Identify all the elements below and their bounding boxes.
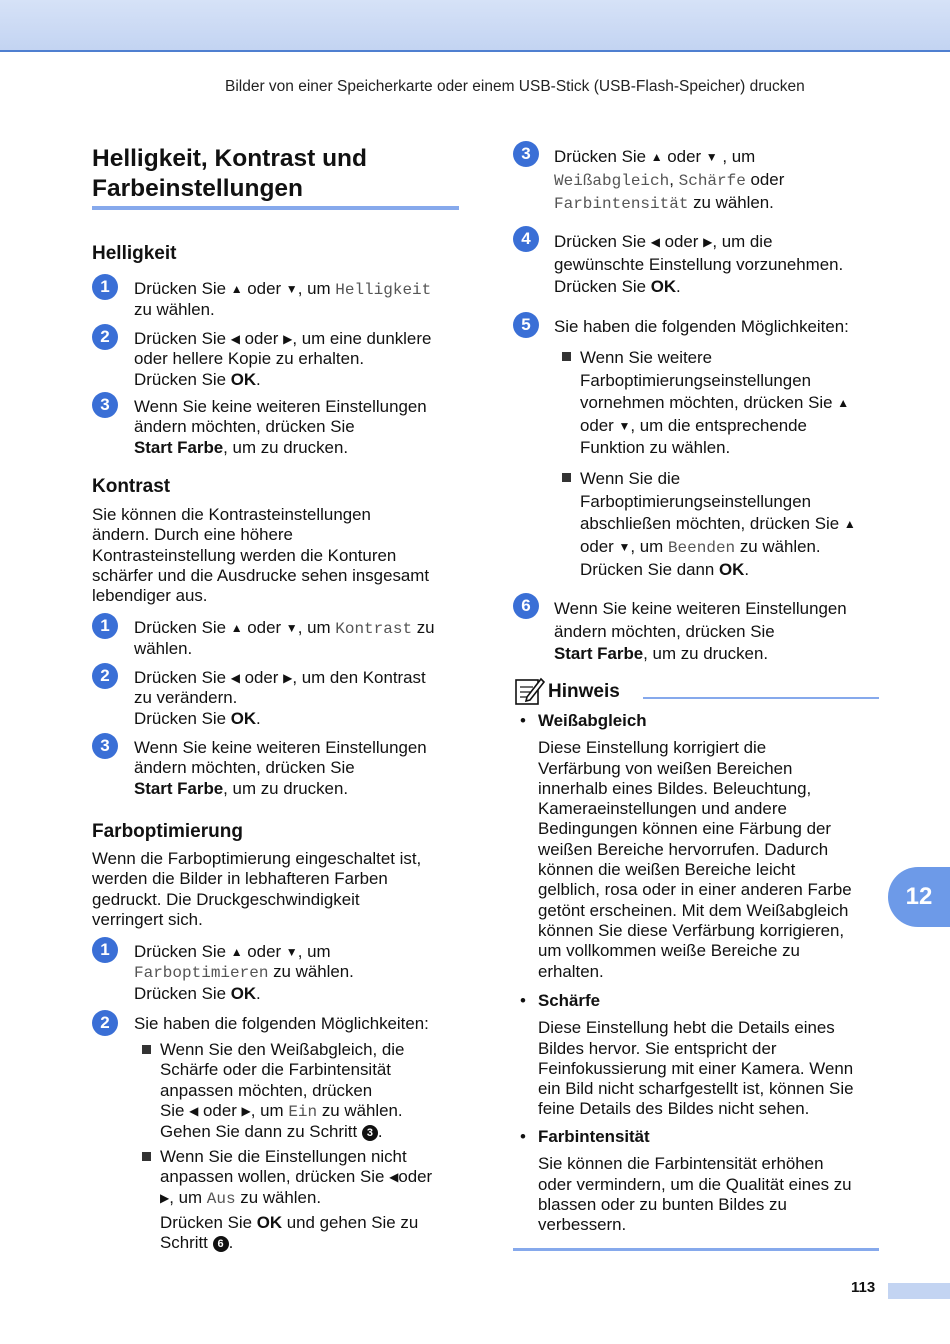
left-arrow-icon: ◀: [189, 1103, 199, 1118]
step-text: Wenn Sie keine weiteren Einstellungen ändern möchten, drücken Sie Start Farbe, um zu drucken.: [134, 397, 427, 457]
header-band: [0, 0, 950, 52]
step-number: 2: [92, 663, 118, 689]
step-number: 2: [92, 1010, 118, 1036]
bullet-square-icon: [562, 352, 571, 361]
bullet-square-icon: [562, 473, 571, 482]
bullet-square-icon: [142, 1152, 151, 1161]
step-number: 4: [513, 226, 539, 252]
right-arrow-icon: ▶: [160, 1190, 170, 1205]
step-number: 1: [92, 937, 118, 963]
left-arrow-icon: ◀: [650, 235, 660, 249]
running-header: Bilder von einer Speicherkarte oder einem USB-Stick (USB-Flash-Speicher) drucken: [225, 78, 805, 95]
step-text: Wenn Sie keine weiteren Einstellungen ändern möchten, drücken Sie Start Farbe, um zu drucken.: [554, 599, 847, 663]
step-number: 3: [513, 141, 539, 167]
down-arrow-icon: ▼: [285, 282, 298, 296]
bullet-text: Wenn Sie die Einstellungen nicht anpassen wollen, drücken Sie ◀oder ▶, um Aus zu wählen. Drücken Sie OK und gehen Sie zu Schritt 6 .: [160, 1147, 433, 1253]
right-arrow-icon: ▶: [703, 235, 713, 249]
up-arrow-icon: ▲: [650, 150, 663, 164]
bullet-dot: •: [520, 991, 526, 1010]
step-number: 6: [513, 593, 539, 619]
step-text: Drücken Sie ▲ oder ▼ , um Weißabgleich, Schärfe oder Farbintensität zu wählen.: [554, 147, 785, 213]
step-text: Sie haben die folgenden Möglichkeiten:: [554, 317, 849, 336]
bullet-text: Wenn Sie weitere Farboptimierungseinstellungen vornehmen möchten, drücken Sie ▲ oder ▼, um die entsprechende Funktion zu wählen.: [580, 348, 850, 457]
up-arrow-icon: ▲: [837, 396, 850, 410]
step-number: 3: [92, 733, 118, 759]
chapter-tab: 12: [888, 867, 950, 927]
title-rule: [92, 206, 459, 210]
bullet-square-icon: [142, 1045, 151, 1054]
step-text: Drücken Sie ▲ oder ▼, um Helligkeit zu wählen.: [134, 279, 432, 320]
step-number: 5: [513, 312, 539, 338]
step-ref-6: 6: [213, 1236, 229, 1252]
step-number: 3: [92, 392, 118, 418]
up-arrow-icon: ▲: [230, 621, 243, 635]
heading-helligkeit: Helligkeit: [92, 243, 177, 264]
up-arrow-icon: ▲: [843, 517, 856, 531]
hinweis-item: Schärfe Diese Einstellung hebt die Details eines Bildes hervor. Sie entspricht der Feinfokussierung mit einer Kamera. Wenn ein Bild nicht scharfgestellt ist, können Sie feine Details des Bildes nicht sehen.: [538, 991, 854, 1119]
step-text: Drücken Sie ◀ oder ▶, um eine dunklere oder hellere Kopie zu erhalten. Drücken Sie OK.: [134, 329, 432, 389]
step-text: Drücken Sie ◀ oder ▶, um den Kontrast zu verändern. Drücken Sie OK.: [134, 668, 426, 728]
heading-farboptimierung: Farboptimierung: [92, 821, 243, 842]
hinweis-item: Farbintensität Sie können die Farbintensität erhöhen oder vermindern, um die Qualität eines zu blassen oder zu bunten Bildes zu verbessern.: [538, 1127, 852, 1235]
hinweis-item: Weißabgleich Diese Einstellung korrigiert die Verfärbung von weißen Bereichen innerhalb eines Bildes. Beleuchtung, Kameraeinstellungen und andere Bedingungen können eine Färbung der weißen Bereiche hervorrufen. Dadurch können die weißen Bereiche leicht gelblich, rosa oder in einer anderen Farbe getönt erscheinen. Mit dem Weißabgleich können Sie diese Verfärbung korrigieren, um vollkommen weiße Bereiche zu erhalten.: [538, 711, 852, 981]
left-arrow-icon: ◀: [389, 1170, 399, 1185]
page-number: 113: [851, 1279, 876, 1296]
bullet-text: Wenn Sie den Weißabgleich, die Schärfe oder die Farbintensität anpassen möchten, drücken Sie ◀ oder ▶, um Ein zu wählen. Gehen Sie dann zu Schritt 3 .: [160, 1040, 405, 1142]
page-number-bar: [888, 1283, 950, 1299]
step-number: 1: [92, 613, 118, 639]
down-arrow-icon: ▼: [618, 539, 631, 554]
right-arrow-icon: ▶: [241, 1103, 251, 1118]
farboptimierung-intro: Wenn die Farboptimierung eingeschaltet ist, werden die Bilder in lebhafteren Farben gedruckt. Die Druckgeschwindigkeit verringert sich.: [92, 849, 422, 929]
left-arrow-icon: ◀: [230, 332, 240, 346]
up-arrow-icon: ▲: [230, 282, 243, 296]
kontrast-intro: Sie können die Kontrasteinstellungen ändern. Durch eine höhere Kontrasteinstellung werden die Konturen schärfer und die Ausdrucke sehen insgesamt lebendiger aus.: [92, 505, 430, 606]
down-arrow-icon: ▼: [285, 621, 298, 635]
hinweis-rule: [643, 697, 879, 699]
step-number: 2: [92, 324, 118, 350]
section-title: Helligkeit, Kontrast und Farbeinstellungen: [92, 145, 367, 202]
step-text: Drücken Sie ▲ oder ▼, um Farboptimieren zu wählen. Drücken Sie OK.: [134, 942, 354, 1003]
down-arrow-icon: ▼: [285, 945, 298, 959]
heading-kontrast: Kontrast: [92, 476, 171, 497]
note-pencil-icon: [513, 675, 545, 707]
bullet-text: Wenn Sie die Farboptimierungseinstellungen abschließen möchten, drücken Sie ▲ oder ▼, um Beenden zu wählen. Drücken Sie dann OK.: [580, 469, 856, 579]
right-arrow-icon: ▶: [283, 332, 293, 346]
right-arrow-icon: ▶: [283, 671, 293, 685]
step-text: Drücken Sie ▲ oder ▼, um Kontrast zu wählen.: [134, 618, 435, 659]
bullet-dot: •: [520, 711, 526, 730]
bullet-dot: •: [520, 1127, 526, 1146]
hinweis-bottom-rule: [513, 1248, 879, 1251]
step-ref-3: 3: [362, 1125, 378, 1141]
step-number: 1: [92, 274, 118, 300]
down-arrow-icon: ▼: [705, 150, 718, 164]
up-arrow-icon: ▲: [230, 945, 243, 959]
hinweis-title: Hinweis: [548, 681, 620, 702]
left-arrow-icon: ◀: [230, 671, 240, 685]
step-text: Drücken Sie ◀ oder ▶, um die gewünschte Einstellung vorzunehmen. Drücken Sie OK.: [554, 232, 844, 296]
step-text: Sie haben die folgenden Möglichkeiten:: [134, 1014, 429, 1033]
down-arrow-icon: ▼: [618, 418, 631, 433]
step-text: Wenn Sie keine weiteren Einstellungen ändern möchten, drücken Sie Start Farbe, um zu drucken.: [134, 738, 427, 798]
